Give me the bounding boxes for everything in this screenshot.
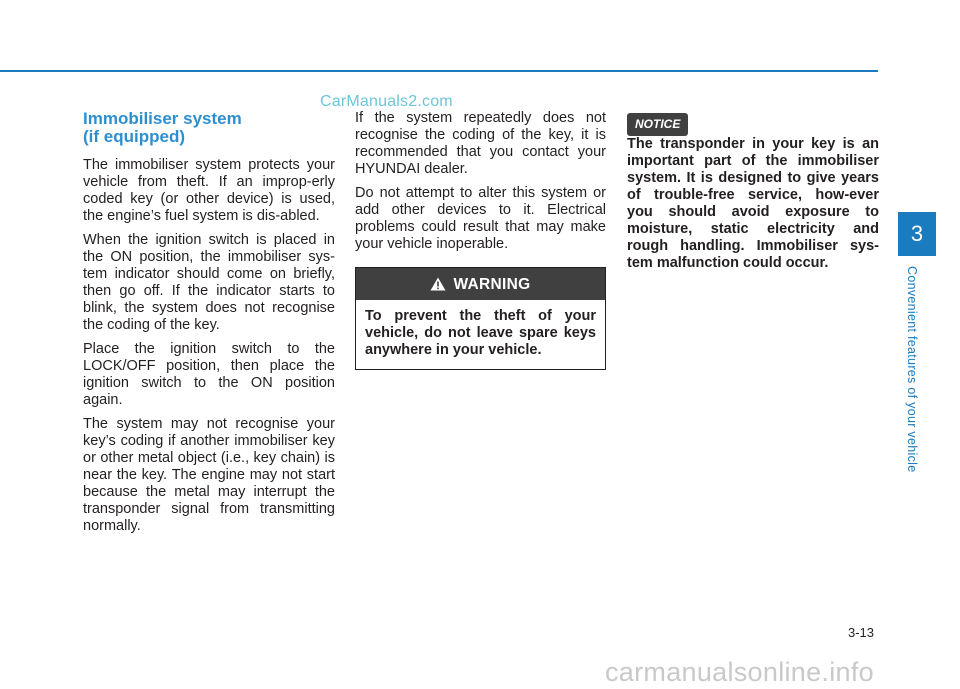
paragraph: When the ignition switch is placed in the ON position, the immobiliser sys-tem indicator should come on briefly, then go off. If the indicator starts to blink, the system does not recognise the coding of the key. — [83, 232, 335, 333]
paragraph: Do not attempt to alter this system or add other devices to it. Electrical problems could result that may make your vehicle inoperable. — [355, 185, 606, 252]
section-title-line2: (if equipped) — [83, 127, 185, 146]
section-title-line1: Immobiliser system — [83, 109, 242, 128]
chapter-tab: 3 — [898, 212, 936, 256]
watermark-bottom: carmanualsonline.info — [605, 657, 874, 687]
notice-text: The transponder in your key is an important part of the immobiliser system. It is designed to give years of trouble-free service, how-ever you should avoid exposure to moisture, static electricity and rough handling. Immobiliser sys-tem malfunction could occur. — [627, 136, 879, 271]
chapter-label: Convenient features of your vehicle — [905, 266, 919, 473]
header-rule — [0, 70, 878, 72]
paragraph: Place the ignition switch to the LOCK/OFF position, then place the ignition switch to the ON position again. — [83, 341, 335, 408]
page-number: 3-13 — [848, 625, 875, 640]
section-title — [83, 110, 335, 146]
column-right — [627, 110, 879, 279]
warning-text: To prevent the theft of your vehicle, do not leave spare keys anywhere in your vehicle. — [365, 308, 596, 358]
notice-badge: NOTICE — [627, 113, 688, 136]
column-middle — [355, 110, 606, 370]
column-left — [83, 110, 335, 542]
warning-triangle-icon — [430, 277, 446, 291]
watermark-top: CarManuals2.com — [320, 93, 453, 110]
paragraph: If the system repeatedly does not recognise the coding of the key, it is recommended that you contact your HYUNDAI dealer. — [355, 110, 606, 177]
warning-header — [356, 268, 605, 300]
warning-label: WARNING — [453, 275, 531, 293]
paragraph: The immobiliser system protects your vehicle from theft. If an improp-erly coded key (or other device) is used, the engine’s fuel system is dis-abled. — [83, 157, 335, 224]
paragraph: The system may not recognise your key’s coding if another immobiliser key or other metal object (i.e., key chain) is near the key. The engine may not start because the metal may interrupt the transponder signal from transmitting normally. — [83, 416, 335, 534]
warning-box — [355, 267, 606, 370]
